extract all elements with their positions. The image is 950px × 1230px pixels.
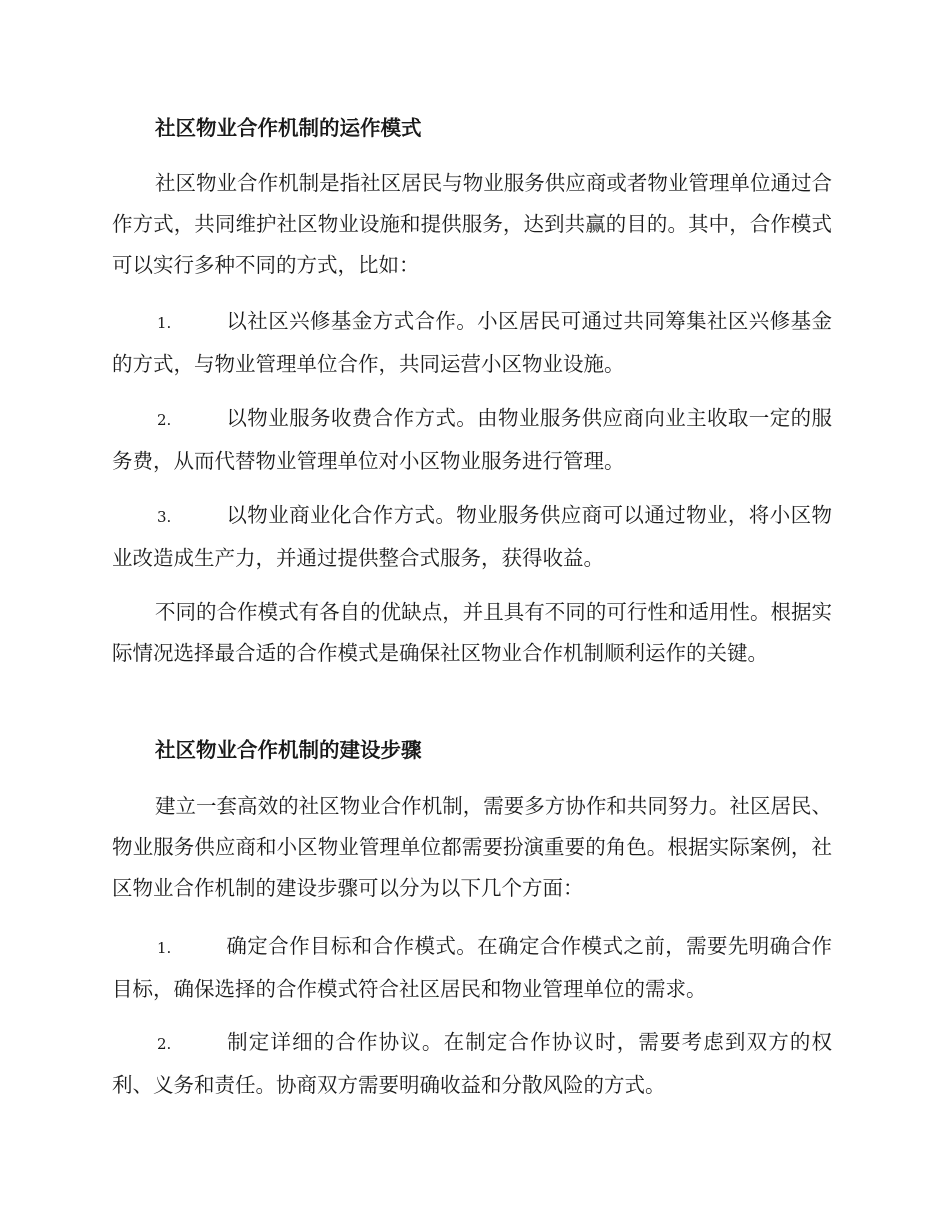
list-item-text: 制定详细的合作协议。在制定合作协议时，需要考虑到双方的权利、义务和责任。协商双方需要明确收益和分散风险的方式。 <box>112 1030 832 1097</box>
list-item <box>112 495 832 579</box>
list-item-text: 以社区兴修基金方式合作。小区居民可通过共同筹集社区兴修基金的方式，与物业管理单位合作，共同运营小区物业设施。 <box>112 309 832 376</box>
list-item-number: 2. <box>157 1035 172 1053</box>
paragraph-operation-conclusion: 不同的合作模式有各自的优缺点，并且具有不同的可行性和适用性。根据实际情况选择最合适的合作模式是确保社区物业合作机制顺利运作的关键。 <box>112 600 832 665</box>
list-item <box>112 1022 832 1106</box>
list-item-text: 确定合作目标和合作模式。在确定合作模式之前，需要先明确合作目标，确保选择的合作模式符合社区居民和物业管理单位的需求。 <box>112 934 832 1001</box>
paragraph-construction-intro: 建立一套高效的社区物业合作机制，需要多方协作和共同努力。社区居民、物业服务供应商和小区物业管理单位都需要扮演重要的角色。根据实际案例，社区物业合作机制的建设步骤可以分为以下几个方面： <box>112 794 832 900</box>
list-item-number: 1. <box>157 939 172 957</box>
list-item <box>112 301 832 385</box>
list-item-number: 2. <box>157 411 172 429</box>
section-heading-operation-mode: 社区物业合作机制的运作模式 <box>155 116 422 140</box>
paragraph-operation-intro: 社区物业合作机制是指社区居民与物业服务供应商或者物业管理单位通过合作方式，共同维护社区物业设施和提供服务，达到共赢的目的。其中，合作模式可以实行多种不同的方式，比如： <box>112 171 832 277</box>
list-item <box>112 398 832 482</box>
list-item-text: 以物业商业化合作方式。物业服务供应商可以通过物业，将小区物业改造成生产力，并通过提供整合式服务，获得收益。 <box>112 503 832 570</box>
list-item-number: 1. <box>157 314 172 332</box>
section-heading-construction-steps: 社区物业合作机制的建设步骤 <box>155 738 422 762</box>
list-item-number: 3. <box>157 508 172 526</box>
list-item-text: 以物业服务收费合作方式。由物业服务供应商向业主收取一定的服务费，从而代替物业管理单位对小区物业服务进行管理。 <box>112 406 832 473</box>
list-item <box>112 926 832 1010</box>
